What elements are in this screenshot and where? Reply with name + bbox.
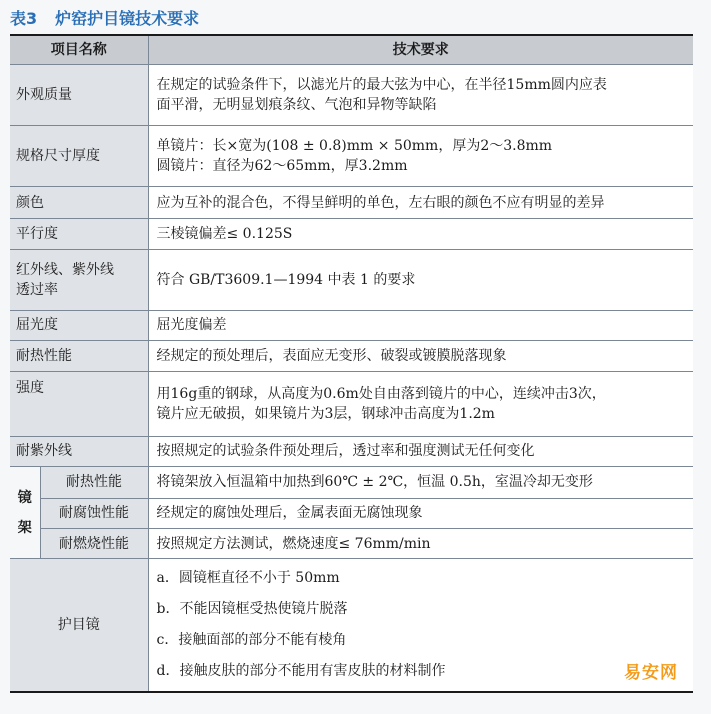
frame-requirement-flame-resistance: [148, 528, 693, 558]
requirement-line: 符合 GB/T3609.1—1994 中表 1 的要求: [156, 271, 416, 288]
row-item-color: 颜色: [10, 186, 148, 218]
frame-group-label: [10, 467, 40, 559]
table-row: [10, 371, 693, 436]
header-row: [10, 36, 693, 65]
row-requirement-heat-resistance: [148, 341, 693, 371]
group-label-char: 镜: [17, 489, 32, 506]
row-item-uv-resistance: 耐紫外线: [10, 436, 148, 466]
requirement-line: 在规定的试验条件下，以滤光片的最大弦为中心，在半径15mm圆内应表: [156, 76, 607, 93]
row-requirement-ir-uv-transmittance: [148, 249, 693, 310]
row-item-dimensions: 规格尺寸厚度: [10, 125, 148, 186]
requirement-line: c．接触面部的部分不能有棱角: [156, 632, 347, 649]
row-item-parallelism: 平行度: [10, 219, 148, 249]
frame-item-corrosion-resistance: 耐腐蚀性能: [40, 498, 148, 528]
item-line: 透过率: [16, 281, 58, 298]
requirement-line: 圆镜片：直径为62～65mm，厚3.2mm: [156, 157, 408, 174]
table-row: [10, 467, 693, 498]
frame-item-flame-resistance: 耐燃烧性能: [40, 528, 148, 558]
header-requirement: 技术要求: [148, 36, 693, 65]
table-row: [10, 436, 693, 466]
row-item-heat-resistance: 耐热性能: [10, 341, 148, 371]
row-requirement-dimensions: [148, 125, 693, 186]
group-label-char: 架: [17, 519, 32, 536]
requirement-line: b．不能因镜框受热使镜片脱落: [156, 601, 348, 618]
site-watermark: 易安网: [624, 663, 678, 683]
row-item-ir-uv-transmittance: [10, 249, 148, 310]
requirement-line: a．圆镜框直径不小于 50mm: [156, 570, 340, 587]
table-row: [10, 125, 693, 186]
requirement-line: 按照规定方法测试，燃烧速度≤ 76mm/min: [156, 535, 431, 552]
table-row: [10, 528, 693, 558]
requirements-table: [10, 36, 693, 691]
row-requirement-uv-resistance: [148, 436, 693, 466]
row-item-goggles: 护目镜: [10, 559, 148, 691]
requirement-line: 单镜片：长×宽为(108 ± 0.8)mm × 50mm，厚为2～3.8mm: [156, 137, 553, 154]
requirement-line: 用16g重的钢球，从高度为0.6m处自由落到镜片的中心，连续冲击3次，: [156, 385, 606, 402]
requirement-line: 将镜架放入恒温箱中加热到60℃ ± 2℃，恒温 0.5h，室温冷却无变形: [156, 474, 593, 491]
requirements-table-frame: [10, 34, 693, 693]
table-row: [10, 186, 693, 218]
row-requirement-strength: [148, 371, 693, 436]
frame-requirement-heat-resistance: [148, 467, 693, 498]
requirement-line: 应为互补的混合色，不得呈鲜明的单色，左右眼的颜色不应有明显的差异: [156, 194, 605, 211]
requirement-line: 按照规定的试验条件预处理后，透过率和强度测试无任何变化: [156, 443, 535, 460]
row-item-appearance: 外观质量: [10, 65, 148, 126]
row-item-diopter: 屈光度: [10, 310, 148, 340]
requirement-line: 镜片应无破损，如果镜片为3层，钢球冲击高度为1.2m: [156, 405, 495, 422]
row-requirement-parallelism: [148, 219, 693, 249]
row-item-strength: 强度: [10, 371, 148, 436]
row-requirement-color: [148, 186, 693, 218]
table-row: [10, 249, 693, 310]
table-row: [10, 498, 693, 528]
row-requirement-goggles: [148, 559, 693, 691]
table-row: [10, 559, 693, 691]
table-caption: [10, 6, 199, 32]
table-title: 炉窑护目镜技术要求: [55, 9, 200, 28]
table-row: [10, 219, 693, 249]
table-row: [10, 65, 693, 126]
requirement-line: 面平滑，无明显划痕条纹、气泡和异物等缺陷: [156, 96, 437, 113]
requirement-line: 三棱镜偏差≤ 0.125S: [156, 226, 293, 243]
requirement-line: 经规定的腐蚀处理后，金属表面无腐蚀现象: [156, 505, 423, 522]
frame-requirement-corrosion-resistance: [148, 498, 693, 528]
requirement-line: 屈光度偏差: [156, 317, 227, 334]
header-item-name: 项目名称: [10, 36, 148, 65]
row-requirement-diopter: [148, 310, 693, 340]
requirement-line: d．接触皮肤的部分不能用有害皮肤的材料制作: [156, 663, 446, 680]
table-row: [10, 310, 693, 340]
table-row: [10, 341, 693, 371]
item-line: 红外线、紫外线: [16, 261, 114, 278]
frame-item-heat-resistance: 耐热性能: [40, 467, 148, 498]
requirement-line: 经规定的预处理后，表面应无变形、破裂或镀膜脱落现象: [156, 347, 507, 364]
row-requirement-appearance: [148, 65, 693, 126]
table-number: 表3: [10, 9, 38, 28]
